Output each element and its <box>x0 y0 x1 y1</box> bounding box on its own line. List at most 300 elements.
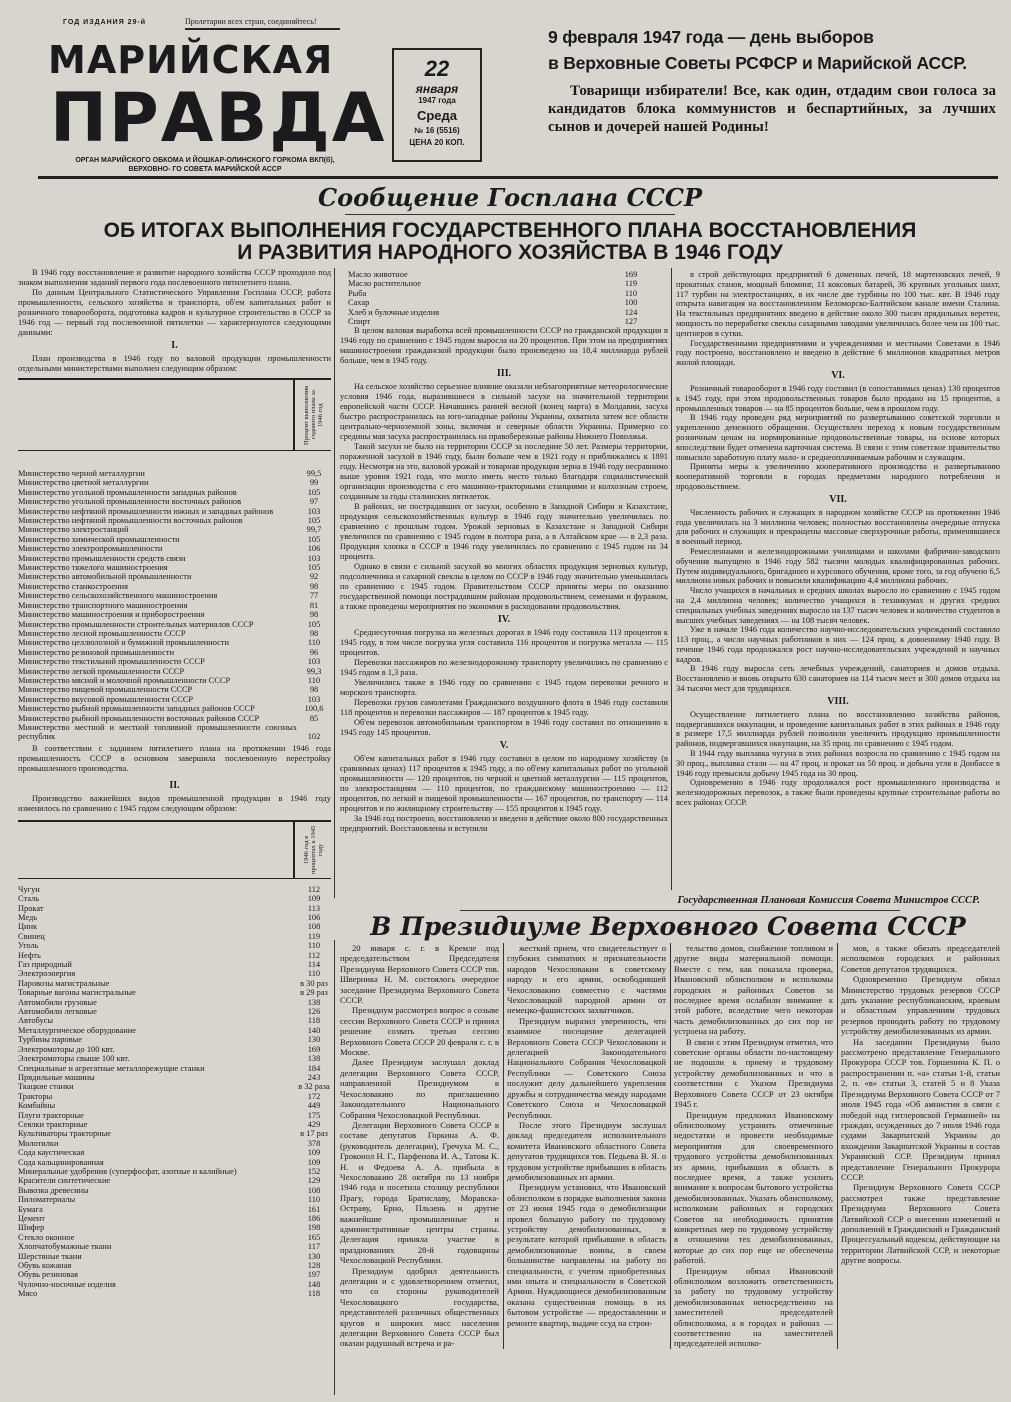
paragraph: Уже в начале 1946 года количество научно-исследовательских учреждений составило 113 проц., а число научных работников в них — 124 проц. к довоенному 1940 году. В течение 1946 года продолжался рост научно-исследовательских учреждений и научных кадров. <box>676 625 1000 664</box>
paragraph: В 1946 году проведен ряд мероприятий по развертыванию советской торговли и укреплению денежного обращения. Осуществлен переход к новым государственным розничным ценам на нормированные продовольственные товары, на основе которых впоследствии будет отменена карточная система. В связи с этим советское правительство повысило заработную плату мало- и среднеоплачиваемым рабочим и служащим. <box>676 413 1000 462</box>
paragraph: За 1946 год построено, восстановлено и введено в действие около 800 государственных предприятий. Восстановлены и вступили <box>340 814 668 834</box>
table-row <box>18 554 331 563</box>
row-label: Электромоторы до 100 квт. <box>18 1044 115 1054</box>
row-label: Специальные и агрегатные металлорежущие станки <box>18 1063 205 1073</box>
table-row <box>18 960 331 969</box>
table-row <box>18 1158 331 1167</box>
table-row <box>18 620 331 629</box>
paragraph: В районах, не пострадавших от засухи, особенно в Западной Сибири и Казахстане, продукция сельскохозяйственных культур в 1946 году значительно увеличилась по сравнению с прошлым годом. Урожай зерновых в Казахстане и Западной Сибири увеличился по сравнению с 1945 годом в полтора раза, а в Алтайском крае — в 2,3 раза. Продукция хлопка в СССР в 1946 году увеличилась по сравнению с 1945 годом на 34 процента. <box>340 502 668 562</box>
row-label: Министерство промышленности средств связи <box>18 553 186 563</box>
table-row <box>18 1205 331 1214</box>
section-number: VII. <box>829 493 847 505</box>
row-label: Хлеб и булочные изделия <box>348 307 440 317</box>
right-column <box>676 270 1000 808</box>
row-value: 98 <box>309 685 319 695</box>
paragraph: 20 января с. г. в Кремле под председательством Председателя Президиума Верховного Совета СССР тов. Шверника Н. М. состоялось очередное заседание Президиума Верховного Совета СССР. <box>340 943 499 1006</box>
table-row <box>348 289 648 298</box>
row-label: Министерство легкой промышленности СССР <box>18 666 185 676</box>
paragraph: Президиум обязал Ивановский облисполком возложить ответственность за работу по трудовому устройству демобилизованных непосредственно на заместителей председателей облисполкома, а в городах и районах — соответственно на заместителей председателей исполко- <box>674 1265 833 1349</box>
paragraph: Об'ем перевозок автомобильным транспортом в 1946 году составил по отношению к 1945 году 145 процентов. <box>340 718 668 738</box>
table-row <box>18 1064 331 1073</box>
section-number: VI. <box>831 369 845 381</box>
row-value: в 32 раза <box>298 1082 330 1092</box>
table-row <box>18 904 331 913</box>
gosplan-headline-2: И РАЗВИТИЯ НАРОДНОГО ХОЗЯЙСТВА В 1946 ГОДУ <box>237 241 783 264</box>
table-row <box>18 1233 331 1242</box>
paragraph: Такой засухи не было на территории СССР за последние 50 лет. Размеры территории, пораженной засухой в 1946 году, были больше чем в 1921 году и приближались к 1891 году. Несмотря на это, валовой урожай и товарная продукция зерна в 1946 году несравнимо выше уровня 1921 года, что могло иметь место только благодаря социалистической организации производства с его машинно-тракторными станциями и колхозным строем, созданным за годы сталинских пятилеток. <box>340 442 668 502</box>
row-label: Прокат <box>18 903 44 913</box>
row-label: Красители синтетические <box>18 1176 111 1186</box>
row-label: Министерство тяжелого машиностроения <box>18 563 168 573</box>
paragraph: Численность рабочих и служащих в народном хозяйстве СССР на протяжении 1946 года увеличилась на 3 миллиона человек; полностью восстановлены очередные отпуска для рабочих и служащих и прекращены массовые сверхурочные работы, применявшиеся в военный период. <box>676 507 1000 547</box>
table-row <box>18 1280 331 1289</box>
row-value: 105 <box>307 563 321 573</box>
table-row <box>18 648 331 657</box>
table-row <box>18 535 331 544</box>
row-value: 110 <box>307 638 321 648</box>
table1-header-label: Процент выполнения годового плана за 1946 год <box>302 385 324 445</box>
table-row <box>348 298 648 307</box>
table1-header <box>18 378 331 451</box>
paragraph: После этого Президиум заслушал доклад председателя исполнительного комитета Ивановского областного Совета депутатов трудящихся тов. Педьева В. Я. о трудовом устройстве прибывших в область демобилизованных из армии. <box>507 1119 666 1182</box>
row-label: Министерство угольной промышленности западных районов <box>18 487 237 497</box>
paragraph: Среднесуточная погрузка на железных дорогах в 1946 году составила 113 процентов к 1945 году, в том числе погрузка угля составила 116 процентов и погрузка металла — 115 процентов. <box>340 628 668 658</box>
row-label: Министерство электростанций <box>18 525 129 535</box>
row-value: 198 <box>307 1223 321 1233</box>
table-row <box>18 610 331 619</box>
table-row <box>18 497 331 506</box>
row-value: 99,3 <box>306 666 322 676</box>
row-value: 109 <box>307 1148 321 1158</box>
table-row <box>18 667 331 676</box>
gosplan-kicker: Сообщение Госплана СССР <box>317 183 703 212</box>
table-row <box>18 932 331 941</box>
paragraph: Розничный товарооборот в 1946 году составил (в сопоставимых ценах) 130 процентов к 1945 году, при этом продовольственных товаров было продано на 15 процентов, а промышленных товаров — на 85 процентов больше, чем в прошлом году. <box>676 383 1000 413</box>
row-value: 184 <box>307 1063 321 1073</box>
row-label: Министерство текстильной промышленности СССР <box>18 657 205 667</box>
row-value: 77 <box>309 591 319 601</box>
row-label: Комбайны <box>18 1101 56 1111</box>
row-label: Тракторы <box>18 1091 53 1101</box>
table-row <box>18 695 331 704</box>
paragraph: мов, а также обязать председателей исполкомов городских и районных Советов депутатов трудящихся. <box>841 943 1000 974</box>
table-row <box>18 1242 331 1251</box>
row-label: Министерство мясной и молочной промышленности СССР <box>18 675 231 685</box>
row-label: Металлургическое оборудование <box>18 1025 136 1035</box>
election-appeal: Товарищи избиратели! Все, как один, отдадим свои голоса за кандидатов блока коммунистов и беспартийных, за лучших сынов и дочерей нашей Родины! <box>548 83 996 135</box>
paragraph: Одновременно в 1946 году продолжался рост промышленного производства и железнодорожных перевозок, а также были проведены крупные строительные работы во всех районах СССР. <box>676 778 1000 808</box>
row-label: Шифер <box>18 1223 45 1233</box>
presidium-column <box>837 943 1000 1349</box>
row-label: Сода кальцинированная <box>18 1157 104 1167</box>
table-row <box>18 478 331 487</box>
table-row <box>18 1270 331 1279</box>
row-value: 100,6 <box>304 704 324 714</box>
row-value: 108 <box>307 922 321 932</box>
row-value: 110 <box>307 1195 321 1205</box>
price: ЦЕНА 20 КОП. <box>409 138 465 147</box>
paragraph: Президиум одобрил деятельность делегации и с удовлетворением отметил, что со стороны руководителей Чехословацкого государства, представителей различных общественных кругов и широких масс населения делегации Верховного Совета СССР был оказан радушный встреча и ра- <box>340 1265 499 1349</box>
row-value: 169 <box>624 270 638 279</box>
table-row <box>18 582 331 591</box>
row-value: 129 <box>307 1176 321 1186</box>
row-label: Обувь резиновая <box>18 1270 78 1280</box>
table-row <box>348 279 648 288</box>
table-row <box>18 1007 331 1016</box>
row-label: Обувь кожаная <box>18 1261 72 1271</box>
table-row <box>18 1176 331 1185</box>
table-row <box>18 951 331 960</box>
paragraph: Президиум установил, что Ивановский облисполком в порядке выполнения закона от 23 июня 1945 года о демобилизации провел большую работу по трудовому устройству демобилизованных, в результате которой прибывшие в область демобилизованные воины, в своем большинстве направлены на работу по специальности, с учетом приобретенных ими опыта и специальности в Советской Армии. Нуждающиеся демобилизованным оказана существенная помощь в их бытовом устройстве — предоставлении и ремонте квартир, выдаче ссуд на строи- <box>507 1182 666 1328</box>
row-value: 113 <box>307 903 321 913</box>
left-column <box>18 268 331 1299</box>
row-label: Министерство резиновой промышленности <box>18 647 175 657</box>
row-value: 105 <box>307 619 321 629</box>
row-value: 127 <box>624 317 638 327</box>
gosplan-headline-1: ОБ ИТОГАХ ВЫПОЛНЕНИЯ ГОСУДАРСТВЕННОГО ПЛАНА ВОССТАНОВЛЕНИЯ <box>103 219 917 242</box>
row-value: 130 <box>307 1035 321 1045</box>
paragraph: На заседании Президиума было рассмотрено представление Генерального Прокурора СССР тов. Горшенина К. П. о распространении п. «а» статьи 1-й, статьи 2, п. «в» статьи 3, статей 5 и 8 Указа Президиума Верховного Совета СССР от 7 июля 1945 года «Об амнистии в связи с победой над гитлеровской Германией» на граждан, осужденных до 7 июля 1946 года судами Закарпатской Украины до вхождения Закарпатской Украины в состав Украинской ССР. Президиум принял представление Генерального Прокурора СССР. <box>841 1036 1000 1182</box>
table-row <box>18 704 331 713</box>
row-value: 378 <box>307 1138 321 1148</box>
after-table1-text: В соответствии с заданием пятилетнего плана на протяжении 1946 года промышленность СССР в основном завершила послевоенную перестройку промышленного производства. <box>18 743 331 773</box>
table-row <box>18 1139 331 1148</box>
row-label: Сеялки тракторные <box>18 1119 88 1129</box>
row-label: Министерство угольной промышленности восточных районов <box>18 497 242 507</box>
row-label: Молотилки <box>18 1138 59 1148</box>
row-label: Масло растительное <box>348 279 421 289</box>
row-value: 243 <box>307 1072 321 1082</box>
table-row <box>18 1045 331 1054</box>
table-row <box>18 591 331 600</box>
row-value: 103 <box>307 657 321 667</box>
table2-header-label: 1946 год в процентах к 1945 году <box>302 825 324 874</box>
table-row <box>18 1092 331 1101</box>
row-value: 100 <box>624 298 638 308</box>
table-row <box>18 1035 331 1044</box>
row-value: 140 <box>307 1025 321 1035</box>
table-row <box>18 629 331 638</box>
table2-header <box>18 820 331 879</box>
row-label: Сахар <box>348 298 370 308</box>
table-row <box>18 1186 331 1195</box>
row-value: 105 <box>307 516 321 526</box>
row-value: 109 <box>307 894 321 904</box>
table-row <box>18 941 331 950</box>
row-label: Рыба <box>348 288 367 298</box>
row-value: 103 <box>307 694 321 704</box>
election-headline-2: в Верховные Советы РСФСР и Марийской АССР. <box>548 53 967 73</box>
table-row <box>18 1016 331 1025</box>
row-value: 112 <box>307 884 321 894</box>
ministries-table <box>18 469 331 742</box>
row-label: Турбины паровые <box>18 1035 82 1045</box>
row-label: Нефть <box>18 950 41 960</box>
paragraph: Президиум выразил уверенность, что взаимное посещение делегацией Верховного Совета СССР Чехословакии и делегацией Законодательного Национального Собрания Чехословацкой Республики — Советского Союза послужит делу дальнейшего укрепления дружбы и сотрудничества между народами Советского Союза и Чехословацкой Республики. <box>507 1015 666 1120</box>
table-row <box>18 1082 331 1091</box>
middle-column-text <box>340 326 668 834</box>
row-label: Министерство рыбной промышленности западных районов СССР <box>18 704 255 714</box>
paragraph: Об'ем капитальных работ в 1946 году составил в целом по народному хозяйству (в сравнимых ценах) 117 процентов к 1945 году, а по об'ему капитальных работ по угольной промышленности — 120 процентов, по черной и цветной металлургии — 115 процентов, по электростанциям — 110 процентов, по гражданскому машиностроению — 112 процентов, по легкой и пищевой промышленности — 167 процентов, по транспорту — 114 процентов и по жилищному строительству — 155 процентов к 1945 году. <box>340 754 668 814</box>
row-value: 105 <box>307 487 321 497</box>
paragraph: Число учащихся в начальных и средних школах выросло по сравнению с 1945 годом на 2,4 миллиона человек; количество учащихся в техникумах и других средних специальных учебных заведениях выросло на 137 тысяч человек и количество студентов в высших учебных заведениях — на 108 тысяч человек. <box>676 586 1000 625</box>
row-label: Министерство целлюлозной и бумажной промышленности <box>18 638 230 648</box>
row-label: Министерство химической промышленности <box>18 534 180 544</box>
table-row <box>18 1120 331 1129</box>
paragraph: Государственными предприятиями и учреждениями и местными Советами в 1946 году построено, восстановлено и введено в действие 6 миллионов квадратных метров жилой площади. <box>676 338 1000 368</box>
row-label: Бумага <box>18 1204 43 1214</box>
intro-paragraph: В 1946 году восстановление и развитие народного хозяйства СССР проходило под знаком выполнения заданий первого года послевоенного пятилетнего плана. <box>18 268 331 287</box>
intro-paragraph: По данным Центрального Статистического Управления Госплана СССР, работа промышленности, сельского хозяйства и транспорта, об'ем капитальных работ и розничного товарооборота, подготовка кадров и культурное строительство в СССР за 1946 год — первый год послевоенной пятилетки — характеризуются следующими данными: <box>18 288 331 337</box>
row-label: Министерство электропромышленности <box>18 544 163 554</box>
paragraph: Ремесленными и железнодорожными училищами и школами фабрично-заводского обучения выпущено в 1946 году 582 тысячи молодых квалифицированных рабочих. Путем индивидуального, бригадного и курсового обучения, кроме того, за год обучено 6,5 миллиона новых рабочих и повысили квалификацию 4,4 миллиона рабочих. <box>676 546 1000 586</box>
row-value: 108 <box>307 1185 321 1195</box>
row-value: 103 <box>307 506 321 516</box>
slogan: Пролетарии всех стран, соединяйтесь! <box>185 17 340 30</box>
row-value: в 30 раз <box>300 978 328 988</box>
table-row <box>18 1252 331 1261</box>
table-row <box>18 638 331 647</box>
election-block <box>548 24 996 136</box>
row-value: 429 <box>307 1119 321 1129</box>
row-label: Чулочно-носочные изделия <box>18 1279 116 1289</box>
table-row <box>18 516 331 525</box>
table-row <box>18 572 331 581</box>
paragraph: В 1946 году выросла сеть лечебных учреждений, санаториев и домов отдыха. Восстановлено и вновь открыто 630 санаториев на 114 тысяч мест и 300 домов отдыха на 34 тысячи мест для трудящихся. <box>676 664 1000 694</box>
row-value: 152 <box>307 1166 321 1176</box>
section-number: VIII. <box>827 695 849 707</box>
row-value: 110 <box>307 969 321 979</box>
row-label: Сода каустическая <box>18 1148 85 1158</box>
kicker-underline <box>345 214 675 215</box>
table-row <box>18 601 331 610</box>
table-row <box>18 1129 331 1138</box>
election-headline-1: 9 февраля 1947 года — день выборов <box>548 27 874 47</box>
row-label: Стекло оконное <box>18 1232 75 1242</box>
row-label: Министерство промышленности строительных материалов СССР <box>18 619 254 629</box>
right-column-text <box>676 270 1000 808</box>
presidium-headline: В Президиуме Верховного Совета СССР <box>370 912 966 941</box>
row-label: Электроэнергия <box>18 969 76 979</box>
table-row <box>18 1214 331 1223</box>
row-label: Министерство черной металлургии <box>18 469 145 478</box>
table-row <box>18 1223 331 1232</box>
section1-text: План производства в 1946 году по валовой продукции промышленности отдельными министерствами выполнен следующим образом: <box>18 354 331 373</box>
presidium-column <box>340 943 499 1349</box>
table-row <box>18 1101 331 1110</box>
row-label: Автобусы <box>18 1016 54 1026</box>
table-row <box>18 988 331 997</box>
row-label: Свинец <box>18 931 45 941</box>
row-label: Плуги тракторные <box>18 1110 84 1120</box>
table-row <box>18 913 331 922</box>
section2-text: Производство важнейших видов промышленной продукции в 1946 году изменилось по сравнению с 1945 годом следующим образом: <box>18 793 331 813</box>
presidium-column <box>503 943 666 1349</box>
table-row <box>18 544 331 553</box>
table-row <box>18 469 331 478</box>
table-row <box>18 1167 331 1176</box>
table-row <box>18 507 331 516</box>
row-value: 172 <box>307 1091 321 1101</box>
table-row <box>18 1054 331 1063</box>
row-label: Цинк <box>18 922 38 932</box>
row-label: Спирт <box>348 317 371 327</box>
row-value: 92 <box>309 572 319 582</box>
paragraph: В целом валовая выработка всей промышленности СССР по гражданской продукции в 1946 году по сравнению с 1945 годом выросла на 20 процентов. При этом на предприятиях машиностроения гражданской продукции было произведено на 18,4 миллиарда рублей больше, чем в 1945 году. <box>340 326 668 366</box>
row-label: Уголь <box>18 941 39 951</box>
table-row <box>18 1289 331 1298</box>
masthead-organ: ОРГАН МАРИЙСКОГО ОБКОМА И ЙОШКАР-ОЛИНСКОГО ГОРКОМА ВКП(б), ВЕРХОВНО- ГО СОВЕТА МАРИЙСКОЙ АССР <box>75 157 335 173</box>
row-label: Министерство рыбной промышленности восточных районов СССР <box>18 713 260 723</box>
table-row <box>18 998 331 1007</box>
table-row <box>18 1148 331 1157</box>
paragraph: Президиум предложил Ивановскому облисполкому устранить отмеченные недостатки и провести необходимые мероприятия для своевременного трудового устройства демобилизованных из армии, прибывших в область в последнее время, а также усилить внимание к вопросам бытового устройства демобилизованных. Указать облисполкому, исполкомам районных и городских Советов на необходимость принятия конкретных мер по трудовому устройству в отношении тех демобилизованных, которые до сих пор еще не обеспечены работой. <box>674 1109 833 1266</box>
row-value: 449 <box>307 1101 321 1111</box>
row-label: Минеральные удобрения (суперфосфат, азотные и калийные) <box>18 1166 237 1176</box>
row-label: Министерство пищевой промышленности СССР <box>18 685 193 695</box>
row-value: 118 <box>307 1016 321 1026</box>
row-value: 96 <box>309 647 319 657</box>
table-row <box>18 969 331 978</box>
row-label: Министерство цветной металлургии <box>18 478 149 488</box>
table-row <box>348 270 648 279</box>
table-row <box>18 922 331 931</box>
paragraph: в строй действующих предприятий 6 доменных печей, 18 мартеновских печей, 9 прокатных станов, мощный блюминг, 11 коксовых батарей, 36 крупных угольных шахт, 117 турбин на электростанциях, в их числе две турбины по 100 тыс. квт. В 1946 году открыта навигация на восстановленном Беломорско-Балтийском канале имени Сталина. На текстильных предприятиях введено в действие около 300 тысяч прядильных веретен, мощность по переработке свеклы сахарными заводами увеличилась более чем на 100 тыс. центнеров в сутки. <box>676 270 1000 338</box>
section-number: III. <box>496 368 512 380</box>
masthead-title-line1: МАРИЙСКАЯ <box>48 38 334 82</box>
row-value: 105 <box>307 534 321 544</box>
row-value: 175 <box>307 1110 321 1120</box>
paragraph: Далее Президиум заслушал доклад делегации Верховного Совета СССР, направленной Президиумом в Чехословакию по приглашению Законодательного Национального Собрания Чехословацкой Республики. <box>340 1057 499 1120</box>
signature: Государственная Плановая Комиссия Совета Министров СССР. <box>677 895 980 906</box>
table-row <box>18 1111 331 1120</box>
paragraph: Увеличились также в 1946 году по сравнению с 1945 годом перевозки речного и морского транспорта. <box>340 678 668 698</box>
row-value: 161 <box>307 1204 321 1214</box>
row-value: 85 <box>309 713 319 723</box>
row-value: 119 <box>307 931 321 941</box>
paragraph: жесткий прием, что свидетельствует о глубоких симпатиях и признательности народов Чехословакии к советскому народу и его армии, освободившей Чехословакию совместно с частями Чехословацкой народной армии от немецко-фашистских захватчиков. <box>507 943 666 1016</box>
table-row <box>18 894 331 903</box>
table-row <box>18 685 331 694</box>
table-row <box>348 308 648 317</box>
food-table <box>348 270 648 326</box>
table-row <box>18 488 331 497</box>
row-value: 106 <box>307 913 321 922</box>
row-value: 98 <box>309 610 319 620</box>
date-year: 1947 года <box>418 96 456 105</box>
row-label: Медь <box>18 913 38 922</box>
table-row <box>18 676 331 685</box>
row-label: Министерство машиностроения и приборостроения <box>18 610 205 620</box>
row-label: Прядильные машины <box>18 1072 95 1082</box>
row-value: 197 <box>307 1270 321 1280</box>
paragraph: Однако в связи с сильной засухой во многих областях продукция зерновых культур, подсолнечника и сахарной свеклы в целом по СССР в 1946 году значительно уменьшилась по сравнению с 1945 годом. Правительством СССР приняты меры по оказанию государственной помощи пострадавшим районам продовольствием, семенами и фуражом, а также проведены мероприятия по экономии в расходовании продовольствия. <box>340 562 668 612</box>
row-value: 102 <box>307 732 321 742</box>
row-value: 128 <box>307 1261 321 1271</box>
paragraph: Делегация Верховного Совета СССР в составе депутатов Горкина А. Ф. (руководитель делегации), Гречуха М. С., Гроконол Н. Г., Парфенова И. А., Татова К. Н. и Федоева А. А. прибыла в Чехословакию 28 октября по 13 ноября 1946 года и посетила столицу республики Прагу, города Братиславу, Моравска-Остраву, Брно, Пльзень и другие важнейшие промышленные и административные центры страны. Делегация приняла участие в празднованиях 28-й годовщины Чехословацкой Республики. <box>340 1119 499 1266</box>
row-value: 119 <box>624 279 638 289</box>
row-value: 112 <box>307 950 321 960</box>
row-value: 138 <box>307 997 321 1007</box>
row-label: Министерство станкостроения <box>18 581 128 591</box>
table-row <box>18 1195 331 1204</box>
row-value: в 17 раз <box>300 1129 328 1139</box>
date-month: января <box>415 82 459 96</box>
row-value: 97 <box>309 497 319 507</box>
row-label: Министерство лесной промышленности СССР <box>18 628 186 638</box>
row-label: Хлопчатобумажные ткани <box>18 1242 112 1252</box>
paragraph: Приняты меры к увеличению кооперативного производства и развертыванию кооперативной торговли в городах предметами народного потребления и продовольствием. <box>676 462 1000 491</box>
row-label: Мясо <box>18 1289 38 1299</box>
row-label: Масло животное <box>348 270 408 279</box>
row-label: Министерство автомобильной промышленности <box>18 572 192 582</box>
row-value: 99 <box>309 478 319 488</box>
row-value: 99,5 <box>306 469 322 478</box>
section-number: IV. <box>497 614 511 626</box>
table-row <box>18 979 331 988</box>
presidium-article <box>340 943 1000 1349</box>
row-label: Культиваторы тракторные <box>18 1129 111 1139</box>
row-label: Министерство нефтяной промышленности южных и западных районов <box>18 506 274 516</box>
row-label: Пиломатериалы <box>18 1195 76 1205</box>
paragraph: В связи с этим Президиум отметил, что советские органы области по-настоящему не подошли к приему и трудовому устройству демобилизованных и что в соответствии с Указом Президиума Верховного Совета СССР от 23 октября 1945 г. <box>674 1036 833 1110</box>
date-day: 22 <box>424 56 450 81</box>
table-row <box>18 1261 331 1270</box>
row-label: Чугун <box>18 884 40 894</box>
table-row <box>18 1073 331 1082</box>
middle-column <box>340 270 668 834</box>
weekday: Среда <box>416 108 458 123</box>
paragraph: Президиум Верховного Совета СССР рассмотрел также представление Президиума Верховного Совета Латвийской ССР о внесении изменений и дополнений в Гражданский и Гражданский Процессуальный кодексы, действующие на территории Латвийской ССР, и некоторые другие вопросы. <box>841 1182 1000 1266</box>
masthead-title-line2: ПРАВДА <box>50 79 387 158</box>
row-value: 110 <box>307 675 321 685</box>
paragraph: Одновременно Президиум обязал Министерство трудовых резервов СССР дать указание республиканским, краевым и областным управлениям трудовых резервов проводить работу по трудовому устройству демобилизованных из армии. <box>841 974 1000 1037</box>
row-label: Автомобили легковые <box>18 1007 97 1017</box>
row-label: Цемент <box>18 1214 45 1223</box>
row-value: 126 <box>307 1007 321 1017</box>
row-value: 98 <box>309 628 319 638</box>
row-label: Товарные вагоны магистральные <box>18 988 136 998</box>
paragraph: Перевозки пассажиров по железнодорожному транспорту увеличились по сравнению с 1945 годом в 1,3 раза. <box>340 658 668 678</box>
row-label: Сталь <box>18 894 40 904</box>
table-row <box>18 563 331 572</box>
table-row <box>18 885 331 894</box>
row-value: 98 <box>309 581 319 591</box>
presidium-column <box>670 943 833 1349</box>
section-number: II. <box>169 779 180 791</box>
row-value: 165 <box>307 1232 321 1242</box>
column-divider <box>671 268 672 890</box>
row-label: Министерство вкусовой промышленности СССР <box>18 694 194 704</box>
row-label: Газ природный <box>18 960 72 970</box>
table-row <box>18 723 331 742</box>
year-label: ГОД ИЗДАНИЯ 29-й <box>63 19 147 26</box>
row-label: Автомобили грузовые <box>18 997 97 1007</box>
row-value: 114 <box>307 960 321 970</box>
paragraph: Осуществление пятилетнего плана по восстановлению хозяйства районов, подвергавшихся оккупации, и проведение капитальных работ в этих районах в 1946 году в размере 17,5 миллиарда рублей позволили увеличить продукцию промышленности районов, подвергавшихся оккупации, на 35 проц. по сравнению с 1945 годом. <box>676 709 1000 749</box>
row-value: 148 <box>307 1279 321 1289</box>
table-row <box>348 317 648 326</box>
row-label: Электромоторы свыше 100 квт. <box>18 1054 130 1064</box>
paragraph: На сельское хозяйство серьезное влияние оказали неблагоприятные метеорологические условия 1946 года, выразившиеся в сильной засухе на значительной территории европейской части СССР. Начавшись ранней весной (конец марта) в Молдавии, засуха быстро распространилась на юго-западные районы Украины, охватила затем все области центрально-черноземной зоны, включая и северные области Украины. Примерно со средины мая засуха распространилась на правобережные районы Нижнего Поволжья. <box>340 382 668 442</box>
row-value: 138 <box>307 1054 321 1064</box>
row-label: Шерстяные ткани <box>18 1251 82 1261</box>
products-table <box>18 885 331 1299</box>
row-value: 130 <box>307 1251 321 1261</box>
row-value: 117 <box>307 1242 321 1252</box>
row-value: 99,7 <box>306 525 322 535</box>
table-row <box>18 657 331 666</box>
